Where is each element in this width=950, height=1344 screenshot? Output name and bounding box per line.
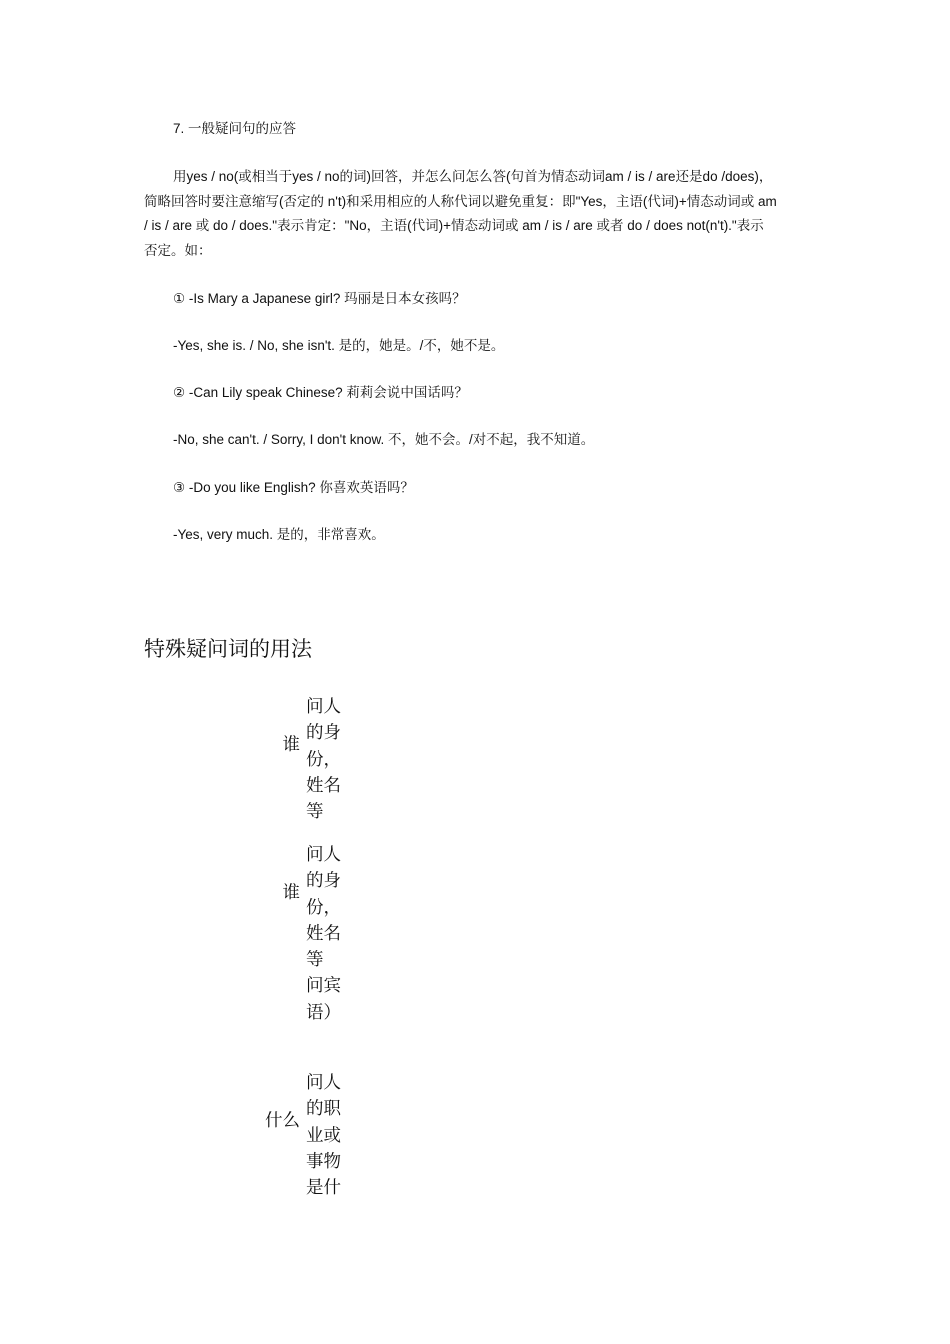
wh-word: 谁: [282, 735, 300, 755]
wh-word-usage: 问人的身份，姓名等 问宾语）: [306, 845, 341, 1023]
intro-line-4: 否定。如：: [144, 243, 212, 258]
example-question: ② -Can Lily speak Chinese? 莉莉会说中国话吗？: [173, 385, 468, 400]
example-answer: -Yes, she is. / No, she isn't. 是的，她是。/不，她不是。: [173, 338, 505, 353]
subsection-heading: 7. 一般疑问句的应答: [173, 121, 297, 136]
wh-word: 谁: [282, 883, 300, 903]
wh-word: 什么: [265, 1111, 300, 1131]
wh-word-usage: 问人的职业或事物是什: [306, 1073, 341, 1199]
wh-word-usage: 问人的身份，姓名等: [306, 697, 341, 823]
section-title: 特殊疑问词的用法: [144, 637, 312, 661]
example-question: ① -Is Mary a Japanese girl? 玛丽是日本女孩吗？: [173, 291, 466, 306]
intro-line-3: / is / are 或 do / does."表示肯定："No，主语(代词)+情态动词或 am / is / are 或者 do / does not(n't)."表示: [144, 218, 764, 233]
example-answer: -No, she can't. / Sorry, I don't know. 不，她不会。/对不起，我不知道。: [173, 432, 595, 447]
intro-line-2: 简略回答时要注意缩写(否定的 n't)和采用相应的人称代词以避免重复：即"Yes，主语(代词)+情态动词或 am: [144, 194, 777, 209]
example-answer: -Yes, very much. 是的，非常喜欢。: [173, 527, 385, 542]
example-question: ③ -Do you like English? 你喜欢英语吗？: [173, 480, 414, 495]
intro-line-1: 用yes / no(或相当于yes / no的词)回答，并怎么问怎么答(句首为情态动词am / is / are还是do /does)，: [173, 169, 773, 184]
